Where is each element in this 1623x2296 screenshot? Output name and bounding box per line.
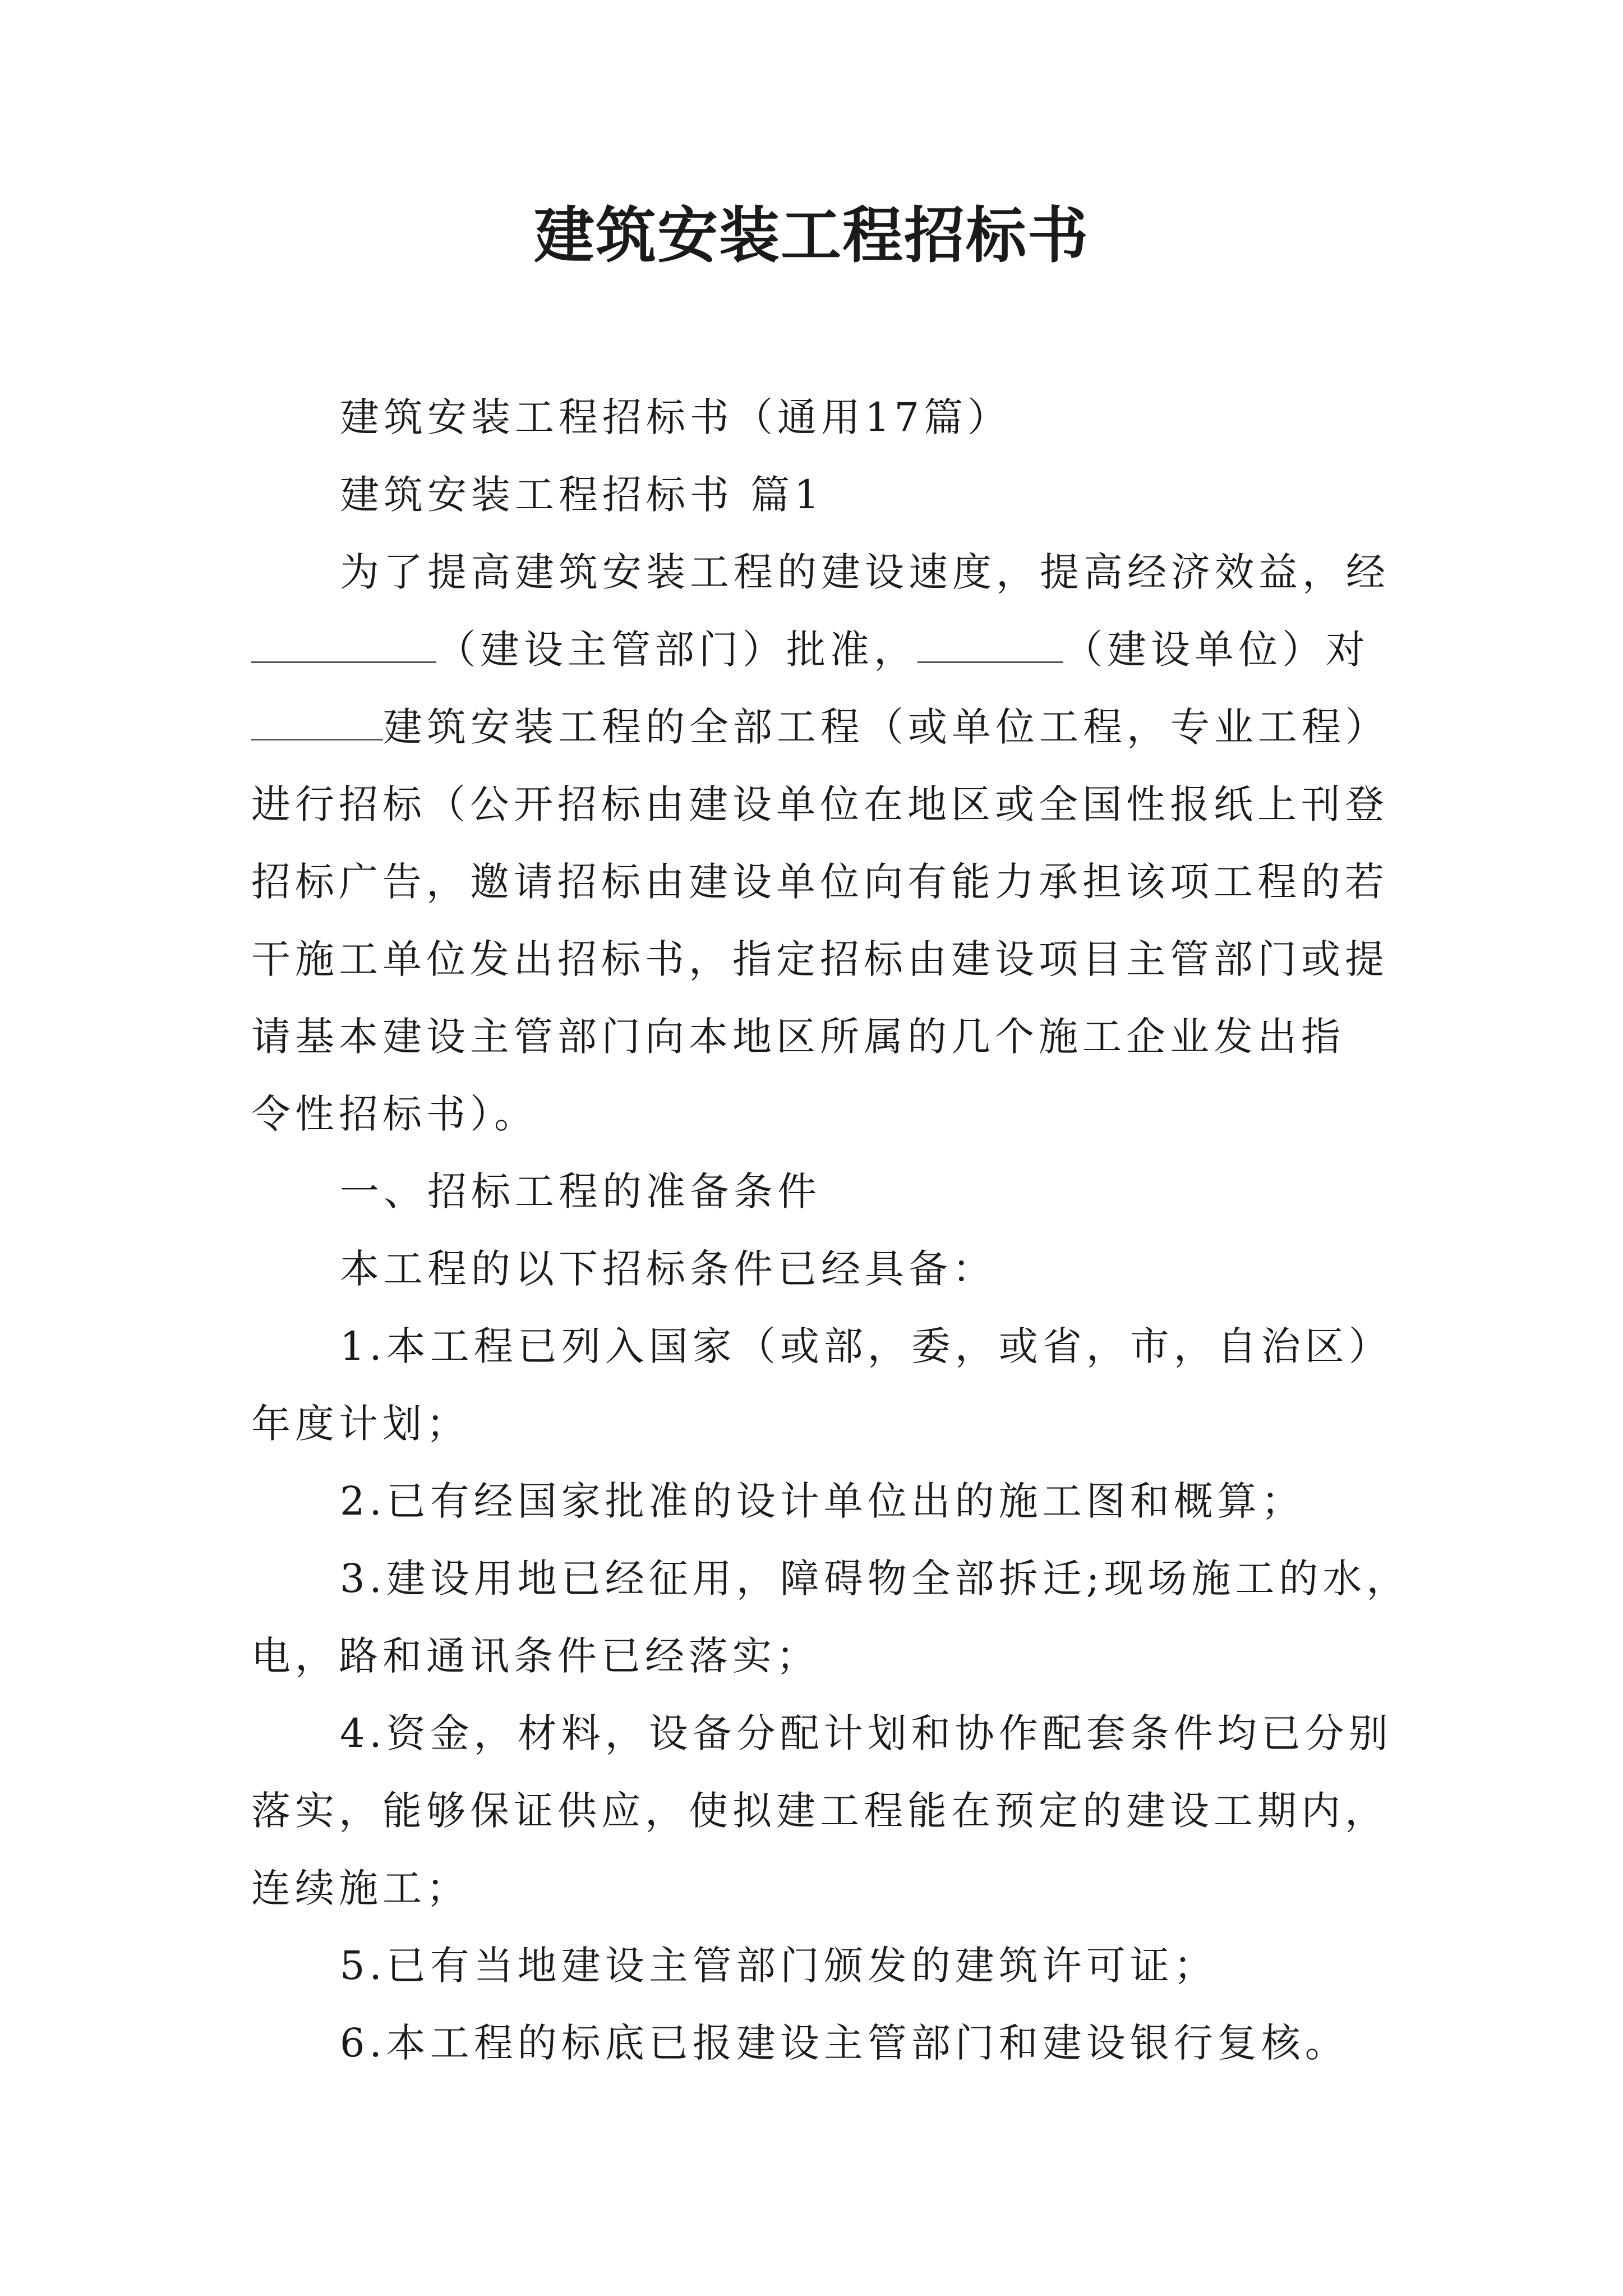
paragraph-line: 令性招标书）。 — [251, 1091, 538, 1137]
document-body — [251, 379, 1410, 2082]
paragraph-line: 请基本建设主管部门向本地区所属的几个施工企业发出指 — [251, 1014, 1345, 1060]
list-item-line: 5.已有当地建设主管部门颁发的建筑许可证； — [340, 1943, 1218, 1989]
list-item-line: 年度计划； — [251, 1401, 470, 1447]
document-title: 建筑安装工程招标书 — [533, 200, 1089, 271]
paragraph-line: 为了提高建筑安装工程的建设速度，提高经济效益，经 — [340, 549, 1390, 595]
list-item-line: 6.本工程的标底已报建设主管部门和建设银行复核。 — [340, 2020, 1349, 2066]
paragraph-text: （建设主管部门）批准， — [436, 627, 917, 673]
paragraph-text: （建设单位）对 — [1063, 627, 1370, 673]
fill-in-blank — [251, 620, 436, 663]
list-item-line: 1.本工程已列入国家（或部，委，或省，市，自治区） — [340, 1323, 1393, 1369]
paragraph-line: 本工程的以下招标条件已经具备： — [340, 1246, 996, 1292]
paragraph-line: 干施工单位发出招标书，指定招标由建设项目主管部门或提 — [251, 936, 1389, 982]
list-item-line: 电，路和通讯条件已经落实； — [251, 1633, 820, 1679]
paragraph-line: 进行招标（公开招标由建设单位在地区或全国性报纸上刊登 — [251, 781, 1389, 827]
paragraph-line: 招标广告，邀请招标由建设单位向有能力承担该项工程的若 — [251, 859, 1389, 905]
subtitle-line: 建筑安装工程招标书（通用17篇） — [340, 394, 1012, 440]
list-item-line: 落实，能够保证供应，使拟建工程能在预定的建设工期内， — [251, 1788, 1389, 1834]
list-item-line: 4.资金，材料，设备分配计划和协作配套条件均已分别 — [340, 1710, 1393, 1756]
section-heading: 建筑安装工程招标书 篇1 — [340, 472, 824, 518]
list-item-line: 连续施工； — [251, 1865, 470, 1911]
paragraph-line-with-blanks — [251, 611, 1390, 688]
paragraph-text: 建筑安装工程的全部工程（或单位工程，专业工程） — [383, 704, 1389, 750]
section-heading: 一、招标工程的准备条件 — [340, 1168, 821, 1214]
paragraph-line-with-blank — [251, 688, 1390, 766]
list-item-line: 3.建设用地已经征用，障碍物全部拆迁;现场施工的水， — [340, 1556, 1410, 1602]
fill-in-blank — [917, 620, 1063, 663]
fill-in-blank — [251, 697, 383, 740]
list-item-line: 2.已有经国家批准的设计单位出的施工图和概算； — [340, 1478, 1305, 1524]
